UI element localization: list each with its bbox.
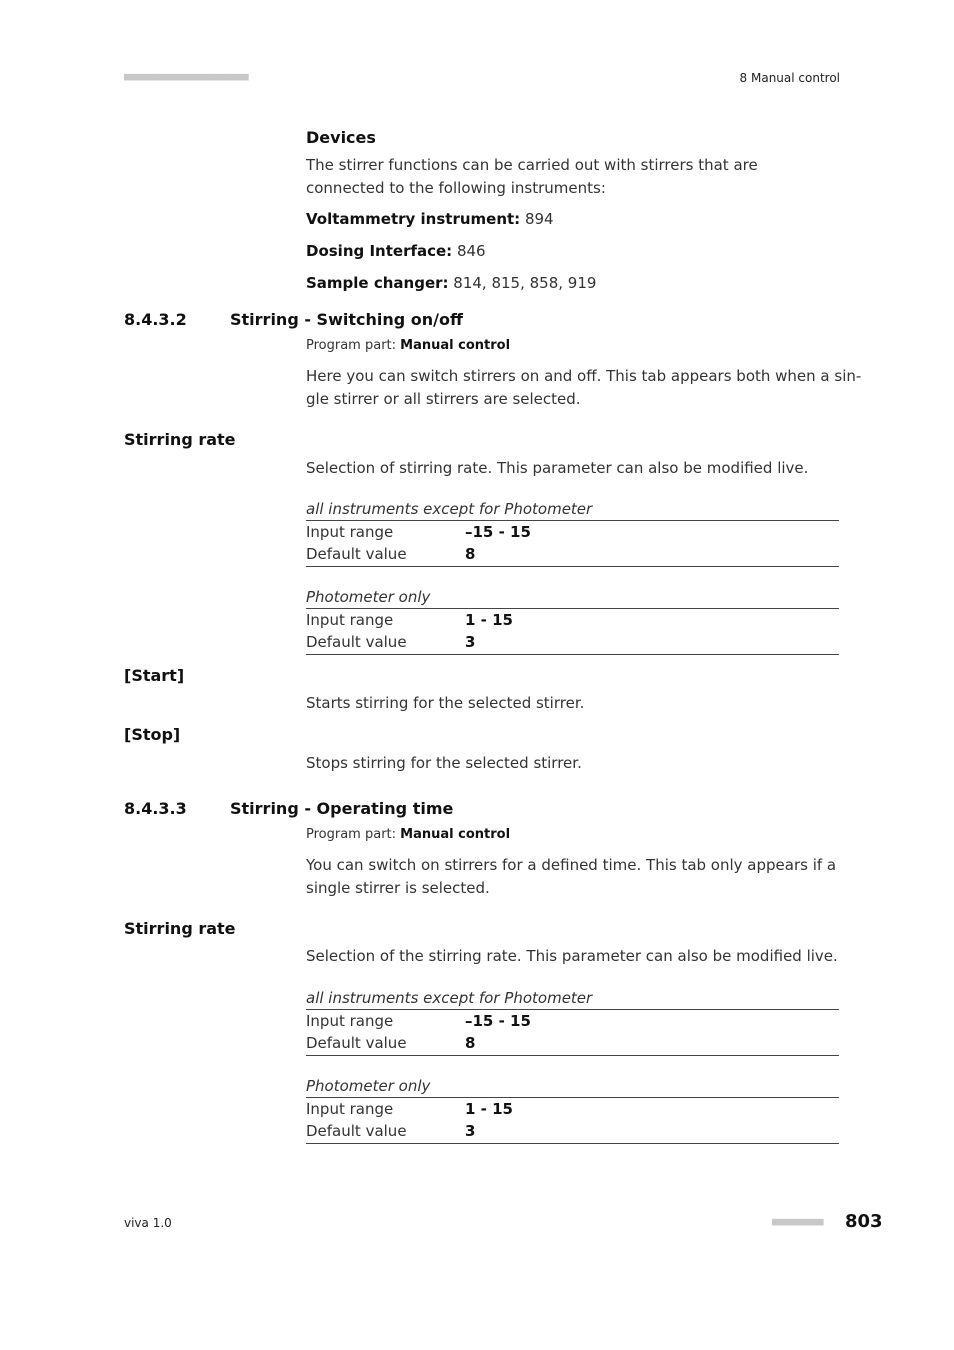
table-row xyxy=(306,1010,839,1032)
parameter-name: Stirring rate xyxy=(124,430,236,449)
table-row xyxy=(306,1098,839,1120)
device-item xyxy=(306,240,486,263)
section-title: Stirring - Switching on/off xyxy=(230,310,463,329)
program-part-value: Manual control xyxy=(400,338,511,353)
table-row xyxy=(306,521,839,543)
product-version: viva 1.0 xyxy=(124,1216,172,1230)
parameter-name: [Stop] xyxy=(124,725,181,744)
row-value: –15 - 15 xyxy=(465,1012,531,1030)
parameter-description: Selection of the stirring rate. This parameter can also be modified live. xyxy=(306,947,838,965)
parameter-name: [Start] xyxy=(124,666,185,685)
row-key: Default value xyxy=(306,633,407,651)
device-item xyxy=(306,208,554,231)
parameter-table xyxy=(306,1075,839,1144)
table-bottom-rule xyxy=(306,653,839,655)
section-number: 8.4.3.3 xyxy=(124,799,187,818)
parameter-table xyxy=(306,498,839,567)
table-bottom-rule xyxy=(306,565,839,567)
table-caption: Photometer only xyxy=(306,586,839,609)
row-value: 3 xyxy=(465,633,476,651)
section-intro-line: gle stirrer or all stirrers are selected. xyxy=(306,390,581,408)
device-label: Sample changer: xyxy=(306,274,449,292)
row-value: 8 xyxy=(465,545,476,563)
device-item xyxy=(306,272,596,295)
footer-decoration: ■■■■■■■■■ xyxy=(772,1215,823,1228)
row-key: Input range xyxy=(306,523,394,541)
device-label: Dosing Interface: xyxy=(306,242,453,260)
program-part xyxy=(306,338,510,353)
row-key: Default value xyxy=(306,545,407,563)
row-key: Input range xyxy=(306,1100,394,1118)
section-number: 8.4.3.2 xyxy=(124,310,187,329)
row-value: 1 - 15 xyxy=(465,1100,513,1118)
device-label: Voltammetry instrument: xyxy=(306,210,521,228)
section-intro-line: Here you can switch stirrers on and off. This tab appears both when a sin- xyxy=(306,367,862,385)
row-value: –15 - 15 xyxy=(465,523,531,541)
devices-text: The stirrer functions can be carried out with stirrers that are connected to the following instruments: xyxy=(306,156,758,197)
device-value: 814, 815, 858, 919 xyxy=(448,274,597,292)
table-row xyxy=(306,631,839,653)
program-part xyxy=(306,827,510,842)
table-bottom-rule xyxy=(306,1142,839,1144)
parameter-table xyxy=(306,987,839,1056)
row-key: Input range xyxy=(306,611,394,629)
table-row xyxy=(306,609,839,631)
row-key: Default value xyxy=(306,1122,407,1140)
table-bottom-rule xyxy=(306,1054,839,1056)
row-value: 1 - 15 xyxy=(465,611,513,629)
table-row xyxy=(306,1032,839,1054)
parameter-description: Stops stirring for the selected stirrer. xyxy=(306,754,582,772)
table-caption: all instruments except for Photometer xyxy=(306,498,839,521)
page-number: 803 xyxy=(845,1211,883,1232)
parameter-description: Selection of stirring rate. This parameter can also be modified live. xyxy=(306,459,809,477)
table-row xyxy=(306,543,839,565)
table-row xyxy=(306,1120,839,1142)
device-value: 894 xyxy=(520,210,554,228)
row-value: 3 xyxy=(465,1122,476,1140)
program-part-value: Manual control xyxy=(400,827,511,842)
section-intro-line: You can switch on stirrers for a defined time. This tab only appears if a xyxy=(306,856,837,874)
table-caption: all instruments except for Photometer xyxy=(306,987,839,1010)
parameter-description: Starts stirring for the selected stirrer. xyxy=(306,694,585,712)
section-title: Stirring - Operating time xyxy=(230,799,454,818)
row-key: Default value xyxy=(306,1034,407,1052)
row-value: 8 xyxy=(465,1034,476,1052)
header-decoration: ■■■■■■■■■■■■■■■■■■■■■■ xyxy=(124,70,248,83)
section-intro-line: single stirrer is selected. xyxy=(306,879,490,897)
program-part-label: Program part: xyxy=(306,338,401,353)
chapter-title: 8 Manual control xyxy=(739,71,840,85)
program-part-label: Program part: xyxy=(306,827,401,842)
parameter-name: Stirring rate xyxy=(124,919,236,938)
devices-heading: Devices xyxy=(306,128,376,147)
table-caption: Photometer only xyxy=(306,1075,839,1098)
device-value: 846 xyxy=(452,242,486,260)
row-key: Input range xyxy=(306,1012,394,1030)
parameter-table xyxy=(306,586,839,655)
